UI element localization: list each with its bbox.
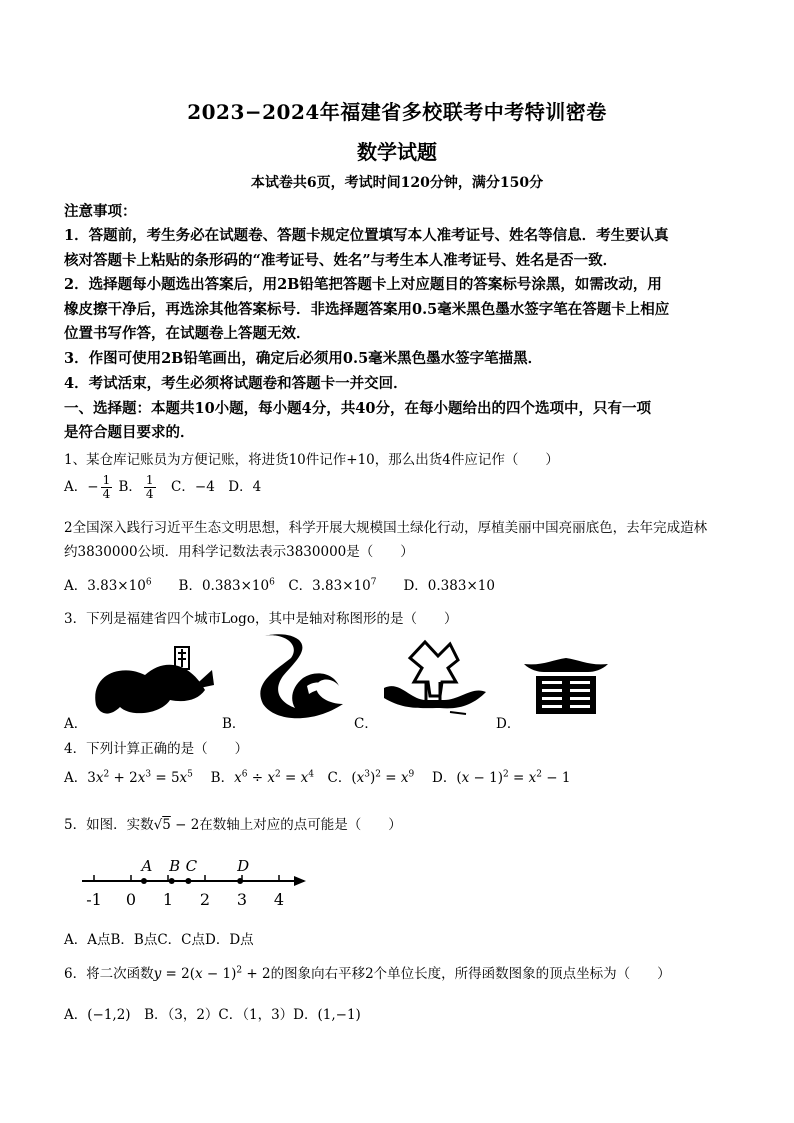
notes-heading: 注意事项： xyxy=(64,203,137,220)
q3-label-d: D． xyxy=(496,716,521,732)
subject-title: 数学试题 xyxy=(357,140,437,164)
fraction: $\frac{1}{4}$ xyxy=(145,473,154,501)
tick-label: 4 xyxy=(273,890,285,909)
point-c xyxy=(185,878,191,884)
q4-stem: 4．下列计算正确的是（ ） xyxy=(64,741,249,757)
q3-label-b: B． xyxy=(222,716,246,732)
note-1b: 核对答题卡上粘贴的条形码的“准考证号、姓名”与考生本人准考证号、姓名是否一致． xyxy=(64,252,618,269)
note-3: 3．作图可使用2B铅笔画出，确定后必须用0.5毫米黑色墨水签字笔描黑． xyxy=(64,350,543,367)
q2-stem-a: 2全国深入践行习近平生态文明思想，科学开展大规模国土绿化行动，厚植美丽中国亮丽底色，去年完成造林 xyxy=(64,520,708,536)
point-d xyxy=(237,878,243,884)
point-label: B xyxy=(169,857,181,875)
sqrt-expression: √5 − 2 xyxy=(153,817,200,833)
city-logo-a xyxy=(90,645,220,720)
note-2b: 橡皮擦干净后，再选涂其他答案标号．非选择题答案用0.5毫米黑色墨水签字笔在答题卡上相应 xyxy=(64,301,670,318)
city-logo-c xyxy=(380,638,490,720)
point-a xyxy=(141,878,147,884)
q1-stem: 1、某仓库记账员为方便记账，将进货10件记作+10，那么出货4件应记作（ ） xyxy=(64,452,559,468)
section-heading-a: 一、选择题：本题共10小题，每小题4分，共40分，在每小题给出的四个选项中，只有一项 xyxy=(64,400,651,417)
number-line xyxy=(78,852,318,914)
note-2a: 2．选择题每小题选出答案后，用2B铅笔把答题卡上对应题目的答案标号涂黑，如需改动，用 xyxy=(64,276,662,293)
point-label: D xyxy=(237,857,250,875)
point-label: A xyxy=(141,857,153,875)
q3-label-a: A． xyxy=(64,716,88,732)
q1-options: A．− $\frac{1}{4}$ B． $\frac{1}{4}$ C．−4 D．4 xyxy=(64,473,262,501)
q3-stem: 3．下列是福建省四个城市Logo，其中是轴对称图形的是（ ） xyxy=(64,611,458,627)
tick-label: 3 xyxy=(236,890,248,909)
tick-label: 0 xyxy=(125,890,137,909)
tick-label: 2 xyxy=(199,890,211,909)
point-b xyxy=(169,878,175,884)
q6-stem: 6．将二次函数$y = 2(x - 1)^2 + 2$的图象向右平移2个单位长度，所得函数图象的顶点坐标为（ ） xyxy=(64,965,671,982)
note-1a: 1．答题前，考生务必在试题卷、答题卡规定位置填写本人准考证号、姓名等信息．考生要认真 xyxy=(64,227,669,244)
q5-stem: 5．如图．实数√5 − 2在数轴上对应的点可能是（ ） xyxy=(64,817,402,833)
note-2c: 位置书写作答，在试题卷上答题无效． xyxy=(64,325,311,342)
q2-options: A．$3.83\times 10^6$ B．$0.383\times 10^6$ C．$3.83\times 10^7$ D．0.383×10 xyxy=(64,577,495,594)
city-logo-b xyxy=(243,632,353,724)
exam-title: 2023−2024年福建省多校联考中考特训密卷 xyxy=(187,100,607,124)
note-4: 4．考试活束，考生必须将试题卷和答题卡一并交回． xyxy=(64,375,408,392)
fraction: $\frac{1}{4}$ xyxy=(102,473,111,501)
point-label: C xyxy=(185,857,198,875)
arrow-icon xyxy=(294,876,306,886)
q3-label-c: C． xyxy=(354,716,378,732)
tick-label: -1 xyxy=(86,890,102,909)
city-logo-d xyxy=(522,656,610,718)
q4-options: A．$3x^2 + 2x^3 = 5x^5$ B．$x^6 \div x^2 = x^4$ C．$(x^3)^2 = x^9$ D．$(x - 1)^2 = x^2 - 1$ xyxy=(64,769,571,786)
exam-info: 本试卷共6页，考试时间120分钟，满分150分 xyxy=(250,175,544,191)
section-heading-b: 是符合题目要求的． xyxy=(64,424,195,441)
function-expression: $y = 2(x - 1)^2 + 2$ xyxy=(153,965,271,982)
q5-options: A．A点B．B点C．C点D．D点 xyxy=(64,932,254,948)
tick-label: 1 xyxy=(162,890,174,909)
q6-options: A．(−1,2) B．（3，2）C．（1，3）D．(1,−1) xyxy=(64,1007,361,1023)
q2-stem-b: 约3830000公顷．用科学记数法表示3830000是（ ） xyxy=(64,544,414,560)
